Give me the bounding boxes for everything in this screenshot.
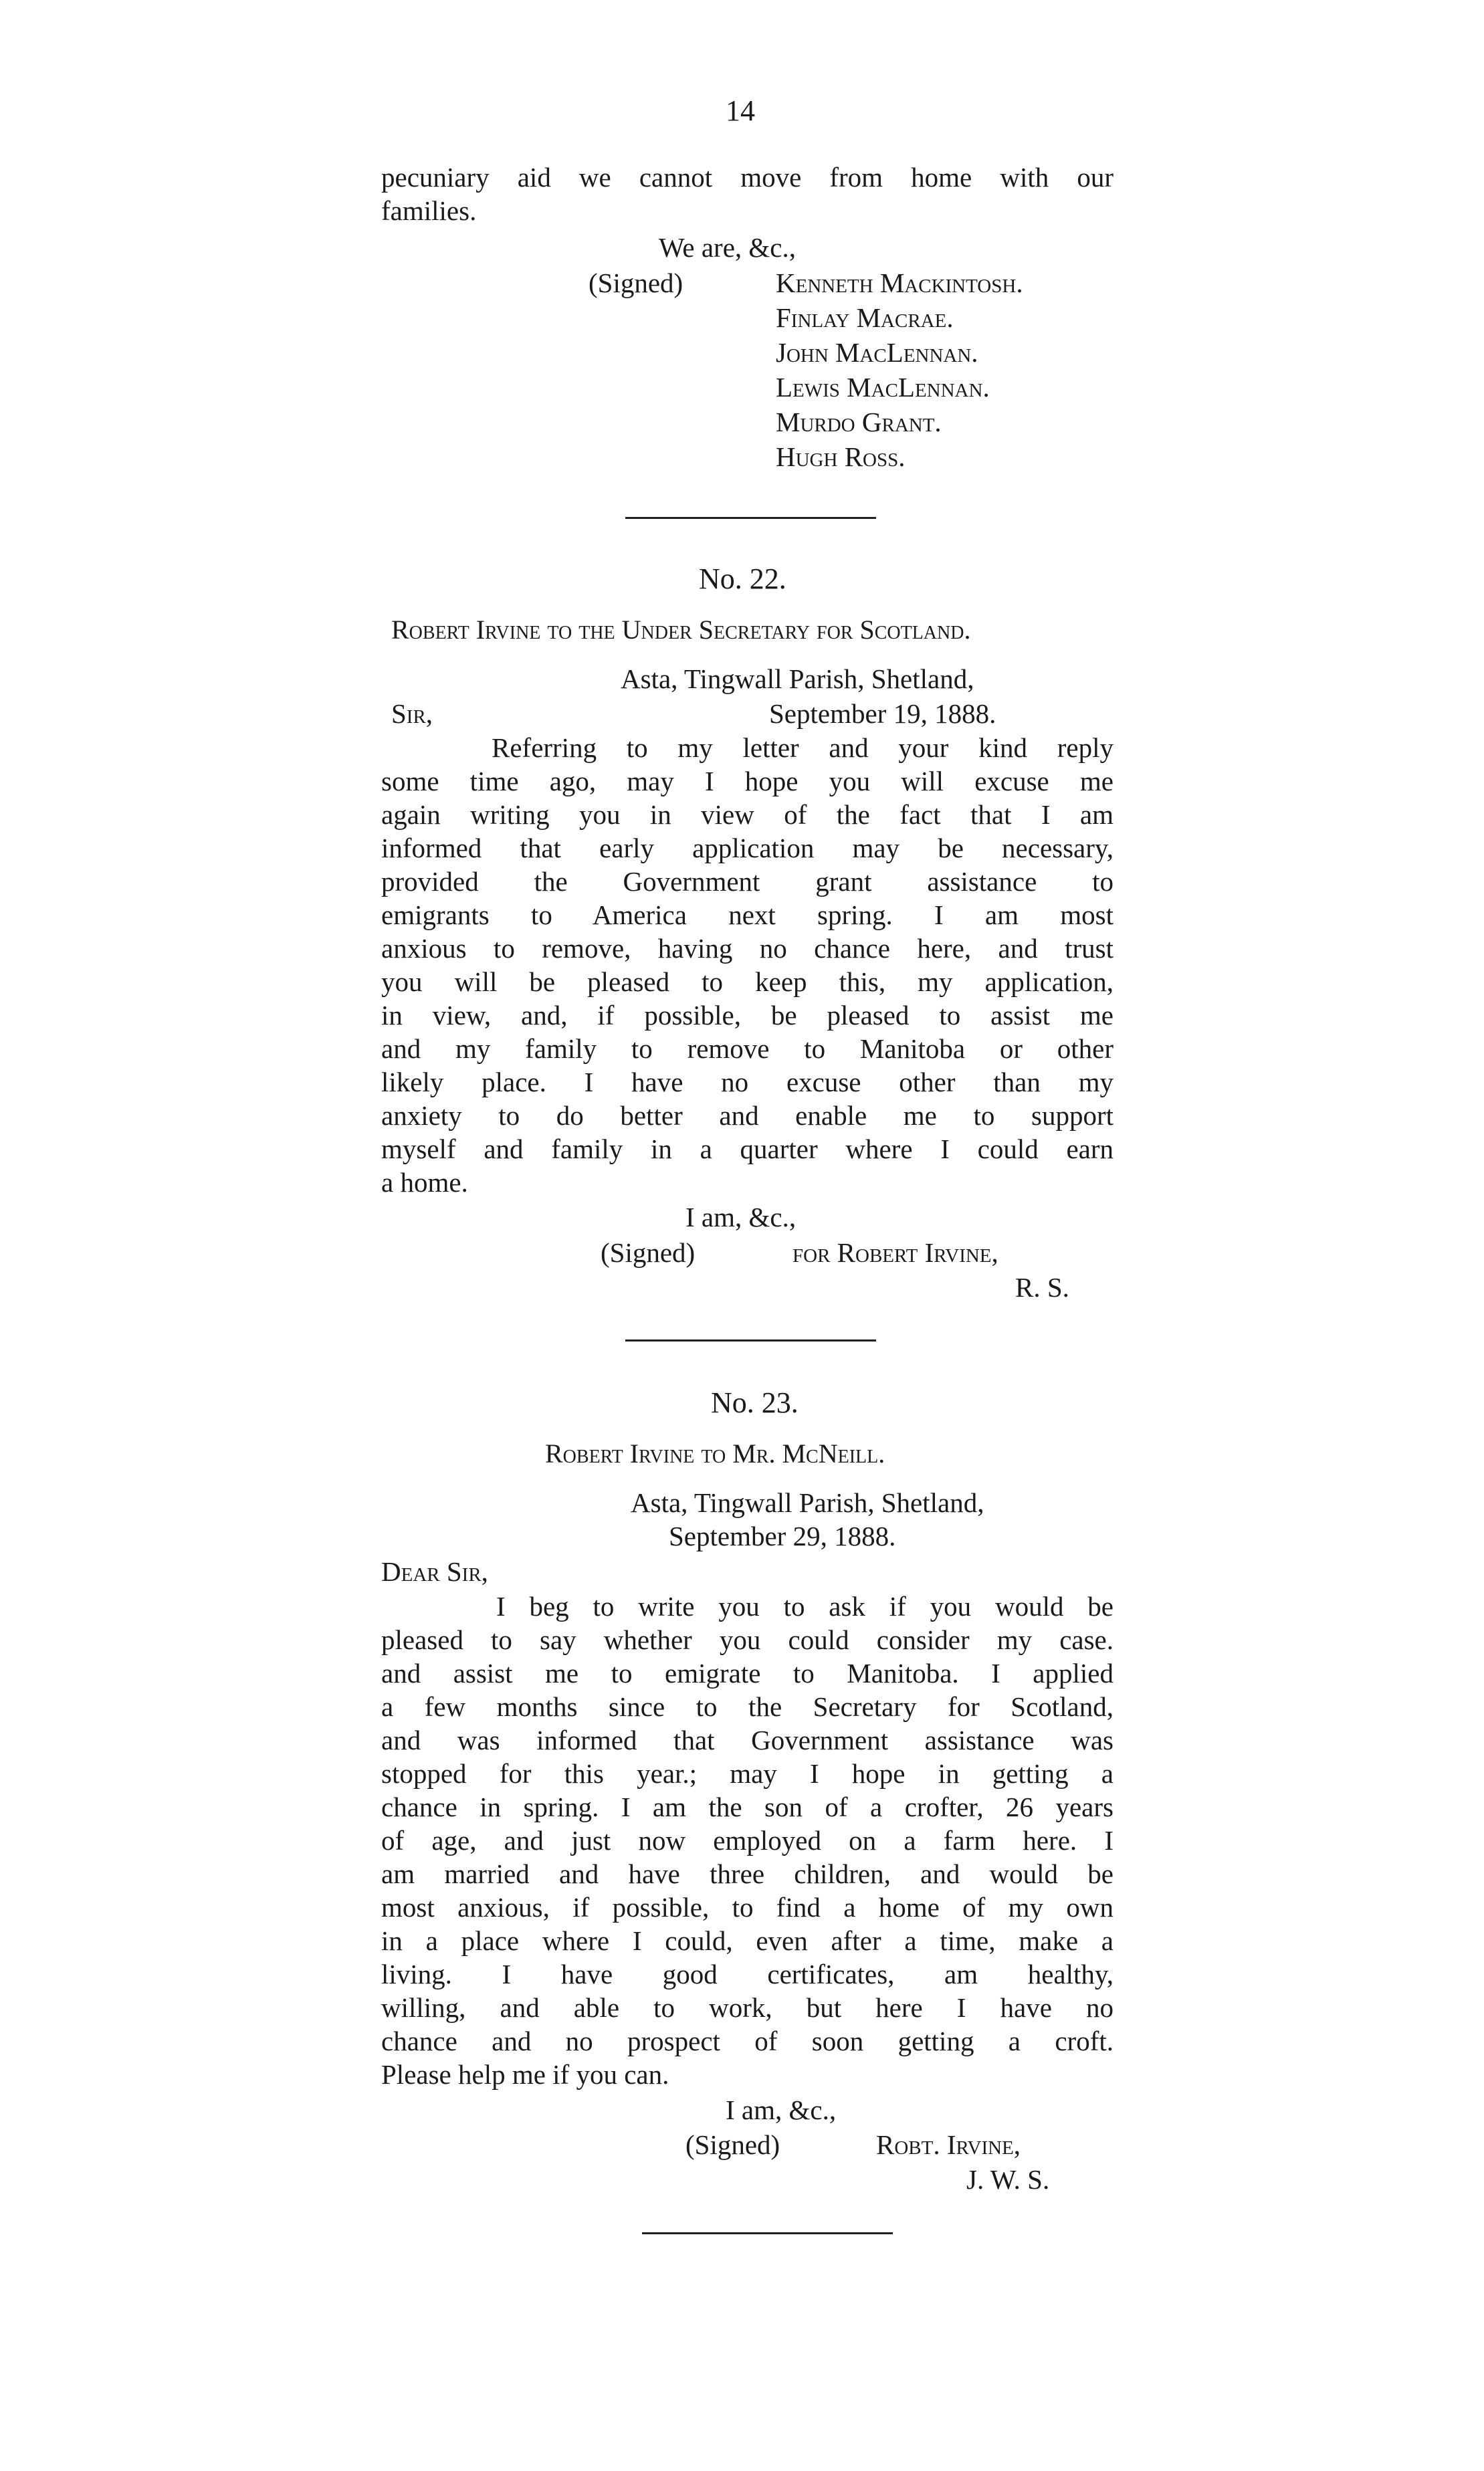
- letter-22-line-11: likely place. I have no excuse other than my: [381, 1067, 1114, 1097]
- letter-22-closing: I am, &c.,: [685, 1202, 797, 1232]
- letter-23-address-2: September 29, 1888.: [669, 1521, 896, 1551]
- signatory-6: Hugh Ross.: [776, 441, 906, 472]
- signatory-2: Finlay Macrae.: [776, 302, 954, 333]
- letter-22-caption: Robert Irvine to the Under Secretary for Scotland.: [391, 615, 971, 645]
- letter-22-line-6: emigrants to America next spring. I am most: [381, 899, 1114, 930]
- signatory-3: John MacLennan.: [776, 337, 978, 368]
- letter-22-line-8: you will be pleased to keep this, my application,: [381, 966, 1114, 997]
- letter-23-line-9: am married and have three children, and would be: [381, 1858, 1114, 1889]
- letter-22-signed-label: (Signed): [601, 1237, 696, 1268]
- section-divider-3: [642, 2232, 893, 2234]
- letter-23-number: No. 23.: [711, 1386, 799, 1419]
- letter-22-signature: for Robert Irvine,: [792, 1237, 998, 1268]
- page-number: 14: [726, 94, 755, 127]
- letter-23-signed-label: (Signed): [685, 2129, 780, 2160]
- letter-22-address-1: Asta, Tingwall Parish, Shetland,: [621, 663, 974, 694]
- letter-23-line-8: of age, and just now employed on a farm here. I: [381, 1825, 1114, 1856]
- letter-22-line-7: anxious to remove, having no chance here, and trust: [381, 933, 1114, 964]
- top-closing: We are, &c.,: [659, 232, 796, 263]
- letter-22-line-5: provided the Government grant assistance to: [381, 866, 1114, 897]
- section-divider-1: [625, 517, 876, 519]
- letter-23-initials: J. W. S.: [966, 2164, 1050, 2195]
- letter-22-line-13: myself and family in a quarter where I could earn: [381, 1134, 1114, 1164]
- letter-23-address-1: Asta, Tingwall Parish, Shetland,: [631, 1487, 984, 1518]
- letter-23-line-13: willing, and able to work, but here I have no: [381, 1992, 1114, 2023]
- letter-23-caption: Robert Irvine to Mr. McNeill.: [545, 1438, 885, 1469]
- letter-23-line-5: and was informed that Government assistance was: [381, 1725, 1114, 1755]
- letter-22-line-12: anxiety to do better and enable me to support: [381, 1100, 1114, 1131]
- letter-22-line-3: again writing you in view of the fact that I am: [381, 799, 1114, 830]
- letter-23-closing: I am, &c.,: [726, 2094, 837, 2125]
- letter-22-line-10: and my family to remove to Manitoba or other: [381, 1033, 1114, 1064]
- letter-22-address-2: September 19, 1888.: [769, 698, 996, 729]
- letter-23-line-7: chance in spring. I am the son of a crofter, 26 years: [381, 1792, 1114, 1822]
- signatory-1: Kenneth Mackintosh.: [776, 267, 1023, 298]
- letter-23-line-3: and assist me to emigrate to Manitoba. I applied: [381, 1658, 1114, 1689]
- letter-22-line-2: some time ago, may I hope you will excuse me: [381, 766, 1114, 796]
- letter-22-line-14: a home.: [381, 1167, 468, 1198]
- letter-23-line-14: chance and no prospect of soon getting a croft.: [381, 2026, 1114, 2056]
- letter-23-signature: Robt. Irvine,: [876, 2129, 1021, 2160]
- letter-23-line-12: living. I have good certificates, am healthy,: [381, 1959, 1114, 1990]
- letter-22-line-4: informed that early application may be necessary,: [381, 833, 1114, 863]
- letter-22-number: No. 22.: [699, 562, 786, 595]
- letter-23-line-2: pleased to say whether you could consider my case.: [381, 1624, 1114, 1655]
- letter-22-line-1: Referring to my letter and your kind reply: [492, 732, 1114, 763]
- letter-23-line-11: in a place where I could, even after a time, make a: [381, 1925, 1114, 1956]
- letter-22-line-9: in view, and, if possible, be pleased to assist me: [381, 1000, 1114, 1031]
- top-line-2: families.: [381, 195, 477, 226]
- letter-23-line-6: stopped for this year.; may I hope in getting a: [381, 1758, 1114, 1789]
- letter-23-line-10: most anxious, if possible, to find a home of my own: [381, 1892, 1114, 1923]
- letter-23-line-15: Please help me if you can.: [381, 2059, 669, 2090]
- signatory-5: Murdo Grant.: [776, 407, 942, 437]
- signatory-4: Lewis MacLennan.: [776, 372, 990, 403]
- letter-23-line-1: I beg to write you to ask if you would be: [496, 1591, 1114, 1622]
- letter-22-initials: R. S.: [1015, 1272, 1069, 1303]
- top-signed-label: (Signed): [589, 267, 683, 298]
- top-line-1: pecuniary aid we cannot move from home with our: [381, 162, 1114, 193]
- letter-23-salutation: Dear Sir,: [381, 1556, 488, 1587]
- letter-22-salutation: Sir,: [391, 698, 433, 729]
- section-divider-2: [625, 1339, 876, 1341]
- letter-23-line-4: a few months since to the Secretary for Scotland,: [381, 1691, 1114, 1722]
